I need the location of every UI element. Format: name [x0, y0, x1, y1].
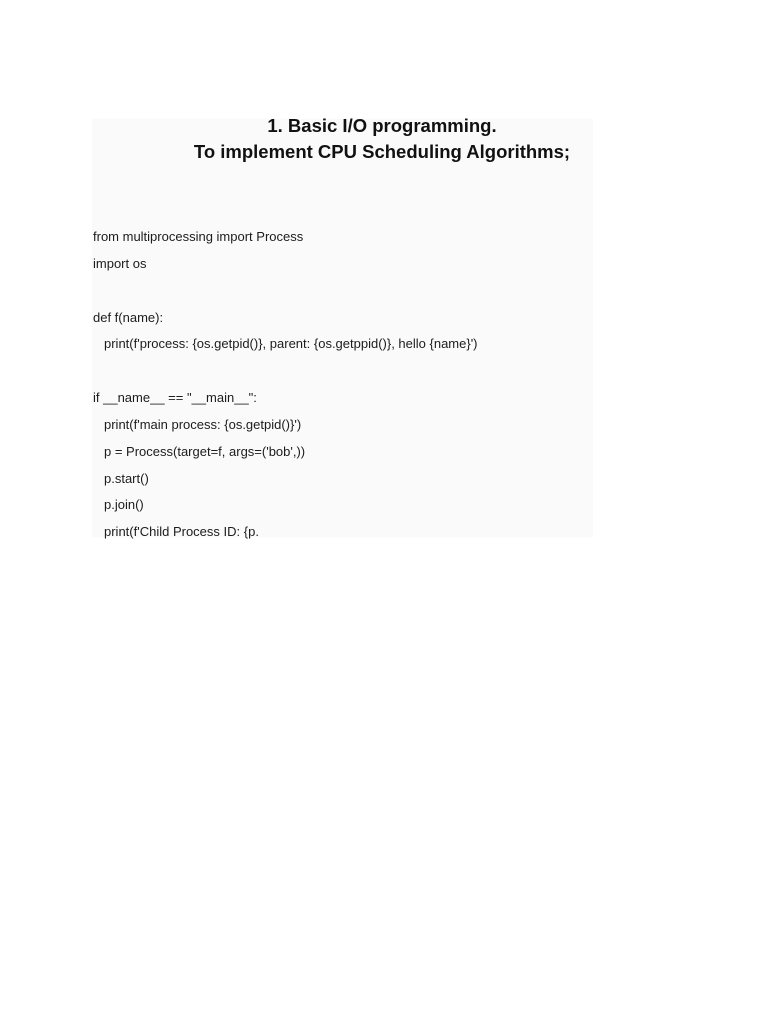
code-line: if __name__ == "__main__": [93, 390, 257, 405]
code-line: p.start() [104, 471, 149, 486]
code-line: import os [93, 256, 147, 271]
code-line: print(f'process: {os.getpid()}, parent: {os.getppid()}, hello {name}') [104, 336, 478, 351]
code-line: from multiprocessing import Process [93, 229, 304, 244]
code-line: p = Process(target=f, args=('bob',)) [104, 444, 306, 459]
code-line: p.join() [104, 497, 144, 512]
heading-subtitle: To implement CPU Scheduling Algorithms; [193, 141, 571, 162]
code-line: def f(name): [93, 310, 164, 325]
content-background [92, 119, 593, 537]
code-line: print(f'main process: {os.getpid()}') [104, 417, 302, 432]
heading-title: 1. Basic I/O programming. [267, 115, 497, 136]
code-line: print(f'Child Process ID: {p. [104, 524, 259, 539]
